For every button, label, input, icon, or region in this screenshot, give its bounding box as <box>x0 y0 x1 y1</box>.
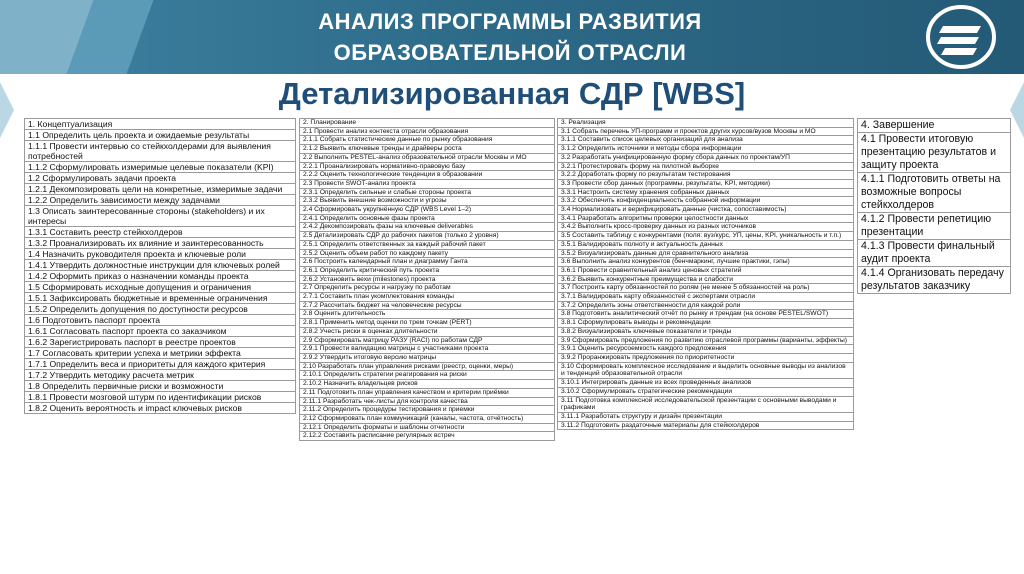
wbs-item: 2.6 Построить календарный план и диаграмму Ганта <box>300 258 555 267</box>
wbs-item: 3.9.1 Оценить ресурсоемкость каждого предложения <box>558 345 854 354</box>
table-row <box>300 197 555 206</box>
wbs-item: 2.10.2 Назначить владельцев рисков <box>300 380 555 389</box>
wbs-item: 4.1.1 Подготовить ответы на возможные вопросы стейкхолдеров <box>858 173 1011 213</box>
wbs-item: 3.7.1 Валидировать карту обязанностей с экспертами отрасли <box>558 293 854 302</box>
table-row <box>558 284 854 293</box>
table-row <box>558 214 854 223</box>
table-row <box>300 293 555 302</box>
header-banner <box>0 0 1024 74</box>
table-row <box>858 119 1011 133</box>
table-row <box>300 145 555 154</box>
wbs-item: 2.11.1 Разработать чек-листы для контроля качества <box>300 397 555 406</box>
table-row <box>300 353 555 362</box>
wbs-item: 3.1.2 Определить источники и методы сбора информации <box>558 145 854 154</box>
wbs-item: 2.8 Оценить длительность <box>300 310 555 319</box>
wbs-item: 2.3 Провести SWOT-анализ проекта <box>300 179 555 188</box>
table-row <box>25 392 296 403</box>
wbs-item: 2.12.2 Составить расписание регулярных встреч <box>300 432 555 441</box>
wbs-item: 2.5 Детализировать СДР до рабочих пакетов (только 2 уровня) <box>300 232 555 241</box>
wbs-item: 1.4 Назначить руководителя проекта и ключевые роли <box>25 249 296 260</box>
wbs-item: 1.6.2 Зарегистрировать паспорт в реестре проектов <box>25 337 296 348</box>
wbs-item: 3.3.2 Обеспечить конфиденциальность собранной информации <box>558 197 854 206</box>
wbs-column-planning <box>299 118 555 441</box>
table-row <box>858 267 1011 294</box>
table-row <box>558 396 854 412</box>
table-row <box>558 266 854 275</box>
wbs-item: 1.2 Сформулировать задачи проекта <box>25 173 296 184</box>
wbs-item: 2.5.1 Определить ответственных за каждый рабочий пакет <box>300 240 555 249</box>
wbs-item: 3.10.1 Интегрировать данные из всех проведенных анализов <box>558 379 854 388</box>
table-row <box>300 362 555 371</box>
wbs-item: 3.11.1 Разработать структуру и дизайн презентации <box>558 412 854 421</box>
wbs-item: 3.5.1 Валидировать полноту и актуальность данных <box>558 240 854 249</box>
table-row <box>558 223 854 232</box>
table-row <box>300 223 555 232</box>
wbs-item: 1.6.1 Согласовать паспорт проекта со заказчиком <box>25 326 296 337</box>
wbs-item: 1. Концептуализация <box>25 119 296 130</box>
wbs-item: 3.10.2 Сформулировать стратегические рекомендации <box>558 387 854 396</box>
table-row <box>300 414 555 423</box>
wbs-item: 3.9 Сформировать предложения по развитию отраслевой программы (варианты, эффекты) <box>558 336 854 345</box>
wbs-item: 3.3 Провести сбор данных (программы, результаты, KPI, методики) <box>558 179 854 188</box>
wbs-item: 3.2.1 Протестировать форму на пилотной выборке <box>558 162 854 171</box>
table-row <box>25 206 296 227</box>
wbs-item: 2.2.1 Проанализировать нормативно-правовую базу <box>300 162 555 171</box>
table-row <box>558 379 854 388</box>
wbs-item: 2.10.1 Определить стратегии реагирования на риски <box>300 371 555 380</box>
wbs-item: 3.8 Подготовить аналитический отчёт по рынку и трендам (на основе PESTEL/SWOT) <box>558 310 854 319</box>
table-row <box>300 266 555 275</box>
wbs-item: 2.7.1 Составить план укомплектования команды <box>300 293 555 302</box>
wbs-item: 2.6.2 Установить вехи (milestones) проекта <box>300 275 555 284</box>
table-row <box>300 206 555 215</box>
table-row <box>558 353 854 362</box>
wbs-item: 2.12.1 Определить форматы и шаблоны отчетности <box>300 423 555 432</box>
wbs-item: 1.3.1 Составить реестр стейкхолдеров <box>25 227 296 238</box>
wbs-item: 3.11 Подготовка комплексной исследовательской презентации с основными выводами и графиками <box>558 396 854 412</box>
table-row <box>25 227 296 238</box>
table-row <box>558 275 854 284</box>
wbs-item: 3.4.2 Выполнить кросс-проверку данных из разных источников <box>558 223 854 232</box>
wbs-item: 4.1.4 Организовать передачу результатов заказчику <box>858 267 1011 294</box>
wbs-column-closing <box>857 118 1011 294</box>
wbs-item: 2.1 Провести анализ контекста отрасли образования <box>300 127 555 136</box>
table-row <box>300 258 555 267</box>
wbs-item: 1.2.1 Декомпозировать цели на конкретные, измеримые задачи <box>25 184 296 195</box>
wbs-item: 3.6.1 Провести сравнительный анализ ценовых стратегий <box>558 266 854 275</box>
table-row <box>25 119 296 130</box>
table-row <box>558 387 854 396</box>
table-row <box>25 162 296 173</box>
table-row <box>300 162 555 171</box>
title-line-2: ОБРАЗОВАТЕЛЬНОЙ ОТРАСЛИ <box>333 40 687 65</box>
table-row <box>300 423 555 432</box>
table-row <box>858 213 1011 240</box>
table-row <box>558 162 854 171</box>
wbs-item: 4. Завершение <box>858 119 1011 133</box>
table-row <box>558 232 854 241</box>
table-row <box>558 206 854 215</box>
wbs-item: 1.8.1 Провести мозговой штурм по идентификации рисков <box>25 392 296 403</box>
wbs-item: 3.7 Построить карту обязанностей по ролям (не менее 5 обязанностей на роль) <box>558 284 854 293</box>
wbs-column-concept <box>24 118 296 414</box>
table-row <box>558 171 854 180</box>
table-row <box>300 249 555 258</box>
table-row <box>858 240 1011 267</box>
wbs-item: 3.2 Разработать унифицированную форму сбора данных по проектам/УП <box>558 153 854 162</box>
table-row <box>25 173 296 184</box>
table-row <box>300 214 555 223</box>
table-row <box>300 179 555 188</box>
wbs-item: 2.9.2 Утвердить итоговую версию матрицы <box>300 353 555 362</box>
wbs-item: 2.3.1 Определить сильные и слабые стороны проекта <box>300 188 555 197</box>
table-row <box>300 275 555 284</box>
wbs-item: 2.10 Разработать план управления рисками (реестр, оценки, меры) <box>300 362 555 371</box>
wbs-item: 1.3 Описать заинтересованные стороны (stakeholders) и их интересы <box>25 206 296 227</box>
wbs-item: 1.7.2 Утвердить методику расчета метрик <box>25 370 296 381</box>
table-row <box>558 127 854 136</box>
table-row <box>558 197 854 206</box>
table-row <box>300 119 555 128</box>
table-row <box>300 327 555 336</box>
table-row <box>300 380 555 389</box>
table-row <box>558 258 854 267</box>
table-row <box>300 310 555 319</box>
table-row <box>25 337 296 348</box>
wbs-item: 2.9 Сформировать матрицу РАЗУ (RACI) по работам СДР <box>300 336 555 345</box>
wbs-item: 3.7.2 Определить зоны ответственности для каждой роли <box>558 301 854 310</box>
table-row <box>25 304 296 315</box>
wbs-item: 3.2.2 Доработать форму по результатам тестирования <box>558 171 854 180</box>
wbs-item: 2.4 Сформировать укрупнённую СДР (WBS Level 1–2) <box>300 206 555 215</box>
wbs-item: 3.5.2 Визуализировать данные для сравнительного анализа <box>558 249 854 258</box>
wbs-item: 1.1 Определить цель проекта и ожидаемые результаты <box>25 130 296 141</box>
table-row <box>300 240 555 249</box>
wbs-item: 2. Планирование <box>300 119 555 128</box>
table-row <box>25 238 296 249</box>
wbs-item: 2.5.2 Оценить объем работ по каждому пакету <box>300 249 555 258</box>
table-row <box>558 421 854 430</box>
table-row <box>300 388 555 397</box>
wbs-item: 3.10 Сформировать комплексное исследование и выделить основные выводы из анализов и тенденций образовательной отрасли <box>558 362 854 378</box>
wbs-item: 3.9.2 Проранжировать предложения по приоритетности <box>558 353 854 362</box>
wbs-item: 1.1.1 Провести интервью со стейкхолдерами для выявления потребностей <box>25 141 296 162</box>
wbs-item: 1.1.2 Сформулировать измеримые целевые показатели (KPI) <box>25 162 296 173</box>
table-row <box>25 141 296 162</box>
wbs-item: 4.1.3 Провести финальный аудит проекта <box>858 240 1011 267</box>
table-row <box>300 171 555 180</box>
wbs-item: 3. Реализация <box>558 119 854 128</box>
table-row <box>25 271 296 282</box>
wbs-item: 1.6 Подготовить паспорт проекта <box>25 315 296 326</box>
table-row <box>300 397 555 406</box>
table-row <box>300 371 555 380</box>
wbs-item: 2.2.2 Оценить технологические тенденции в образовании <box>300 171 555 180</box>
table-row <box>300 153 555 162</box>
table-row <box>558 345 854 354</box>
wbs-item: 2.4.2 Декомпозировать фазы на ключевые deliverables <box>300 223 555 232</box>
wbs-item: 1.2.2 Определить зависимости между задачами <box>25 195 296 206</box>
table-row <box>558 310 854 319</box>
wbs-item: 2.7.2 Рассчитать бюджет на человеческие ресурсы <box>300 301 555 310</box>
table-row <box>558 319 854 328</box>
wbs-item: 1.8.2 Оценить вероятность и impact ключевых рисков <box>25 403 296 414</box>
page-subtitle: Детализированная СДР [WBS] <box>278 76 746 111</box>
table-row <box>25 348 296 359</box>
wbs-item: 1.5.2 Определить допущения по доступности ресурсов <box>25 304 296 315</box>
wbs-item: 1.4.1 Утвердить должностные инструкции для ключевых ролей <box>25 260 296 271</box>
table-row <box>25 326 296 337</box>
table-row <box>300 136 555 145</box>
wbs-item: 1.3.2 Проанализировать их влияние и заинтересованность <box>25 238 296 249</box>
wbs-item: 3.1 Собрать перечень УП-программ и проектов других курсов/вузов Москвы и МО <box>558 127 854 136</box>
wbs-item: 3.5 Составить таблицу с конкурентами (поля: вуз/курс, УП, цены, KPI, уникальность и т.п.) <box>558 232 854 241</box>
table-row <box>25 370 296 381</box>
table-row <box>25 293 296 304</box>
table-row <box>558 327 854 336</box>
wbs-item: 2.11.2 Определить процедуры тестирования и приемки <box>300 406 555 415</box>
wbs-column-implementation <box>557 118 854 430</box>
wbs-item: 2.9.1 Провести валидацию матрицы с участниками проекта <box>300 345 555 354</box>
table-row <box>300 232 555 241</box>
wbs-item: 3.4.1 Разработать алгоритмы проверки целостности данных <box>558 214 854 223</box>
wbs-item: 3.11.2 Подготовить раздаточные материалы для стейкхолдеров <box>558 421 854 430</box>
table-row <box>25 130 296 141</box>
wbs-item: 2.7 Определить ресурсы и нагрузку по работам <box>300 284 555 293</box>
wbs-item: 3.1.1 Составить список целевых организаций для анализа <box>558 136 854 145</box>
table-row <box>558 412 854 421</box>
table-row <box>300 319 555 328</box>
table-row <box>25 403 296 414</box>
table-row <box>25 184 296 195</box>
wbs-item: 2.2 Выполнить PESTEL-анализ образовательной отрасли Москвы и МО <box>300 153 555 162</box>
wbs-item: 2.4.1 Определить основные фазы проекта <box>300 214 555 223</box>
table-row <box>300 406 555 415</box>
table-row <box>558 145 854 154</box>
wbs-item: 2.8.2 Учесть риски в оценках длительности <box>300 327 555 336</box>
table-row <box>558 362 854 378</box>
wbs-item: 1.5 Сформировать исходные допущения и ограничения <box>25 282 296 293</box>
table-row <box>25 282 296 293</box>
table-row <box>25 315 296 326</box>
table-row <box>25 381 296 392</box>
table-row <box>558 336 854 345</box>
wbs-item: 2.1.2 Выявить ключевые тренды и драйверы роста <box>300 145 555 154</box>
wbs-item: 3.4 Нормализовать и верифицировать данные (чистка, сопоставимость) <box>558 206 854 215</box>
stacked-stripes-logo-icon <box>925 4 997 70</box>
table-row <box>25 195 296 206</box>
wbs-item: 1.7 Согласовать критерии успеха и метрики эффекта <box>25 348 296 359</box>
table-row <box>858 133 1011 173</box>
table-row <box>558 249 854 258</box>
table-row <box>558 179 854 188</box>
wbs-item: 4.1 Провести итоговую презентацию результатов и защиту проекта <box>858 133 1011 173</box>
table-row <box>300 127 555 136</box>
table-row <box>558 119 854 128</box>
wbs-item: 1.5.1 Зафиксировать бюджетные и временные ограничения <box>25 293 296 304</box>
wbs-item: 2.8.1 Применить метод оценки по трем точкам (PERT) <box>300 319 555 328</box>
wbs-item: 2.12 Сформировать план коммуникаций (каналы, частота, отчётность) <box>300 414 555 423</box>
table-row <box>558 153 854 162</box>
wbs-item: 1.4.2 Оформить приказ о назначении команды проекта <box>25 271 296 282</box>
table-row <box>300 432 555 441</box>
wbs-item: 3.8.1 Сформулировать выводы и рекомендации <box>558 319 854 328</box>
wbs-item: 1.8 Определить первичные риски и возможности <box>25 381 296 392</box>
table-row <box>300 336 555 345</box>
table-row <box>558 188 854 197</box>
table-row <box>558 293 854 302</box>
wbs-item: 2.1.1 Собрать статистические данные по рынку образования <box>300 136 555 145</box>
wbs-item: 4.1.2 Провести репетицию презентации <box>858 213 1011 240</box>
table-row <box>25 359 296 370</box>
table-row <box>858 173 1011 213</box>
page-title <box>220 6 800 68</box>
table-row <box>25 260 296 271</box>
table-row <box>558 136 854 145</box>
table-row <box>558 301 854 310</box>
wbs-item: 1.7.1 Определить веса и приоритеты для каждого критерия <box>25 359 296 370</box>
title-line-1: АНАЛИЗ ПРОГРАММЫ РАЗВИТИЯ <box>318 9 702 34</box>
table-row <box>25 249 296 260</box>
wbs-item: 3.8.2 Визуализировать ключевые показатели и тренды <box>558 327 854 336</box>
wbs-item: 2.11 Подготовить план управления качеством и критерии приёмки <box>300 388 555 397</box>
wbs-item: 2.3.2 Выявить внешние возможности и угрозы <box>300 197 555 206</box>
wbs-item: 3.3.1 Настроить систему хранения собранных данных <box>558 188 854 197</box>
table-row <box>300 188 555 197</box>
table-row <box>300 345 555 354</box>
table-row <box>558 240 854 249</box>
wbs-item: 2.6.1 Определить критический путь проекта <box>300 266 555 275</box>
table-row <box>300 301 555 310</box>
wbs-item: 3.6.2 Выявить конкурентные преимущества и слабости <box>558 275 854 284</box>
wbs-item: 3.6 Выполнить анализ конкурентов (бенчмаркинг, лучшие практики, гэпы) <box>558 258 854 267</box>
table-row <box>300 284 555 293</box>
